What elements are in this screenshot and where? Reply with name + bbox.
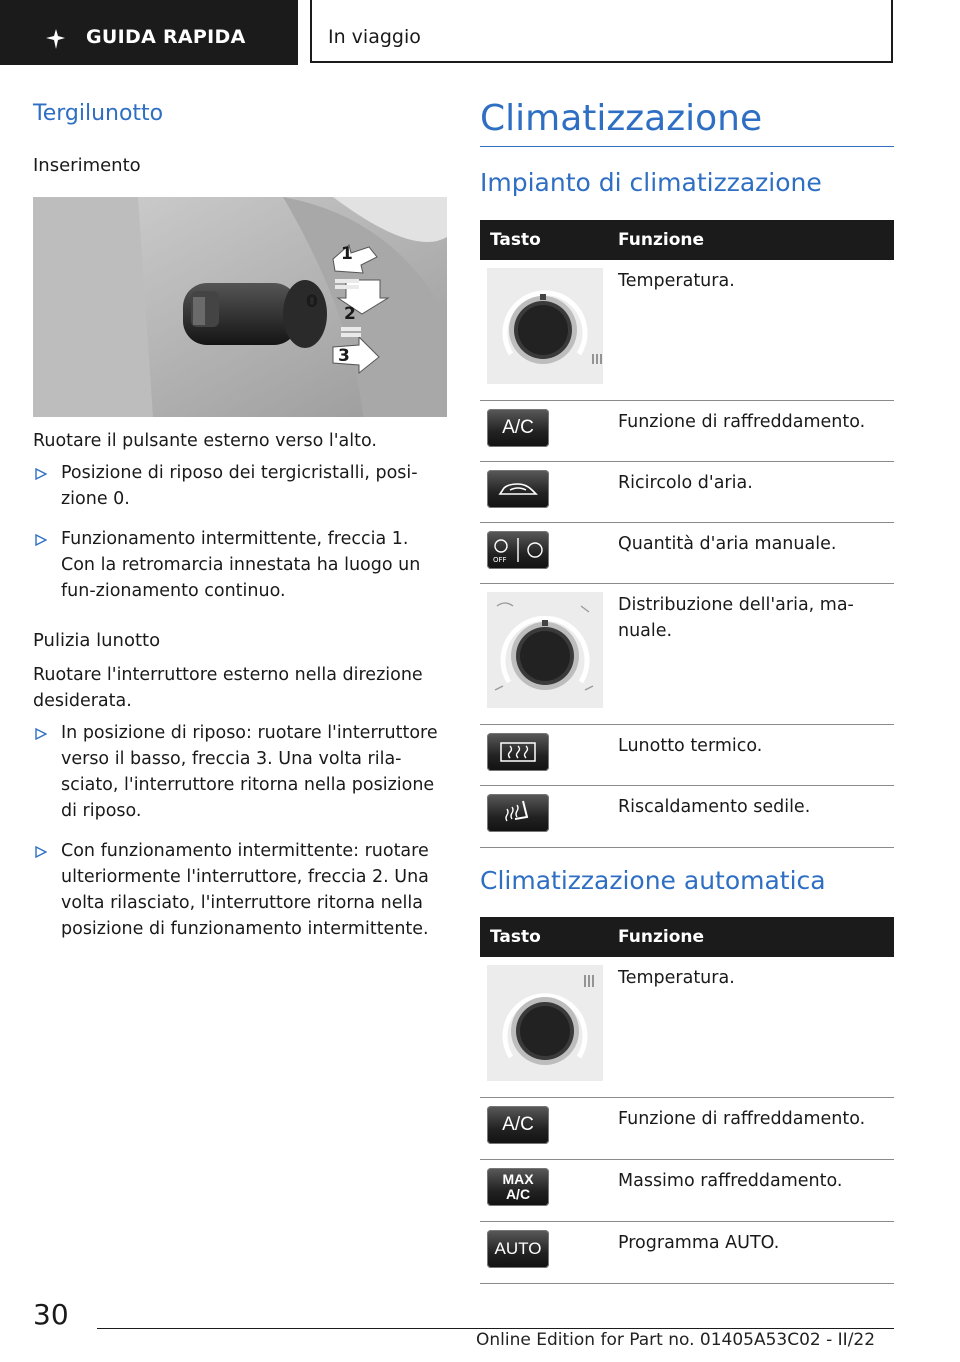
table-row: [480, 584, 894, 725]
bullet-list-inserimento: [33, 460, 447, 618]
table-row: [480, 1160, 894, 1222]
column-header-funzione: Funzione: [618, 220, 894, 260]
table-row: [480, 260, 894, 401]
list-item: Funzionamento intermittente, freccia 1. Con la retromarcia innestata ha luogo un fun-zionamento continuo.: [33, 526, 447, 604]
table-row: [480, 1222, 894, 1284]
table-header-row: [480, 220, 894, 260]
auto-button-icon: AUTO: [487, 1230, 549, 1268]
header-section-label: GUIDA RAPIDA: [86, 26, 246, 48]
subheading-pulizia-lunotto: Pulizia lunotto: [33, 630, 161, 651]
table-row: [480, 462, 894, 523]
list-item: Con funzionamento intermittente: ruotare ulteriormente l'interruttore, freccia 2. Una volta rilasciato, l'interruttore ritorna nella posizione di funzionamento intermittente.: [33, 838, 447, 942]
bullet-list-pulizia: [33, 720, 447, 956]
column-header-tasto: Tasto: [480, 220, 618, 260]
table-row: [480, 401, 894, 462]
function-text: Quantità d'aria manuale.: [618, 534, 837, 554]
photo-label-0: 0: [306, 292, 318, 312]
column-header-funzione: Funzione: [618, 917, 894, 957]
subheading-inserimento: Inserimento: [33, 155, 141, 176]
footer-rule: [97, 1328, 894, 1329]
table-header-row: [480, 917, 894, 957]
table-row: [480, 1098, 894, 1160]
page-number: 30: [33, 1298, 69, 1331]
function-text: Lunotto termico.: [618, 736, 763, 756]
temperature-dial-icon: [487, 965, 603, 1081]
table-climatizzazione-automatica: [480, 917, 894, 1284]
photo-label-3: 3: [338, 346, 350, 366]
max-ac-button-icon: MAX A/C: [487, 1168, 549, 1206]
fan-off-button-icon: [487, 531, 549, 569]
function-text: Massimo raffreddamento.: [618, 1171, 843, 1191]
section-title-automatica: Climatizzazione automatica: [480, 866, 826, 895]
paragraph-ruotare-direzione: Ruotare l'interruttore esterno nella direzione desiderata.: [33, 665, 423, 711]
photo-label-1: 1: [341, 244, 353, 264]
car-recirculation-icon: [496, 478, 540, 500]
wiper-stalk-photo: [33, 197, 447, 417]
triangle-bullet-icon: [35, 468, 47, 480]
recirculation-button-icon: [487, 470, 549, 508]
column-header-tasto: Tasto: [480, 917, 618, 957]
function-text: Distribuzione dell'aria, ma-nuale.: [618, 595, 854, 641]
table-row: [480, 786, 894, 848]
quick-guide-star-icon: [44, 28, 66, 50]
table-row: [480, 725, 894, 786]
footer-edition: Online Edition for Part no. 01405A53C02 - II/22: [476, 1330, 876, 1350]
function-text: Riscaldamento sedile.: [618, 797, 811, 817]
ac-button-icon: A/C: [487, 409, 549, 447]
temperature-dial-icon: [487, 268, 603, 384]
triangle-bullet-icon: [35, 846, 47, 858]
ac-button-icon: A/C: [487, 1106, 549, 1144]
paragraph-ruotare-alto: Ruotare il pulsante esterno verso l'alto.: [33, 431, 377, 451]
list-item: In posizione di riposo: ruotare l'interruttore verso il basso, freccia 3. Una volta rila-sciato, l'interruttore ritorna nella posizione di riposo.: [33, 720, 447, 824]
section-title-tergilunotto: Tergilunotto: [33, 101, 164, 126]
triangle-bullet-icon: [35, 534, 47, 546]
page-title-climatizzazione: Climatizzazione: [480, 98, 763, 139]
triangle-bullet-icon: [35, 728, 47, 740]
function-text: Temperatura.: [618, 968, 735, 988]
rear-defrost-button-icon: [487, 733, 549, 771]
function-text: Funzione di raffreddamento.: [618, 1109, 866, 1129]
table-row: [480, 523, 894, 584]
rear-window-heat-icon: [498, 740, 538, 764]
photo-label-2: 2: [344, 304, 356, 324]
list-item: Posizione di riposo dei tergicristalli, posi-zione 0.: [33, 460, 447, 512]
header-chapter-tab[interactable]: [310, 0, 893, 63]
air-distribution-dial-icon: [487, 592, 603, 708]
title-underline: [480, 146, 894, 147]
off-label: OFF: [493, 556, 507, 564]
heated-seat-icon: [501, 799, 535, 827]
header-chapter-label: In viaggio: [328, 26, 421, 48]
function-text: Temperatura.: [618, 271, 735, 291]
function-text: Ricircolo d'aria.: [618, 473, 753, 493]
header-section-tab[interactable]: [0, 0, 298, 65]
seat-heating-button-icon: [487, 794, 549, 832]
table-row: [480, 957, 894, 1098]
function-text: Funzione di raffreddamento.: [618, 412, 866, 432]
function-text: Programma AUTO.: [618, 1233, 780, 1253]
table-climatizzazione: [480, 220, 894, 848]
section-title-impianto: Impianto di climatizzazione: [480, 168, 822, 197]
